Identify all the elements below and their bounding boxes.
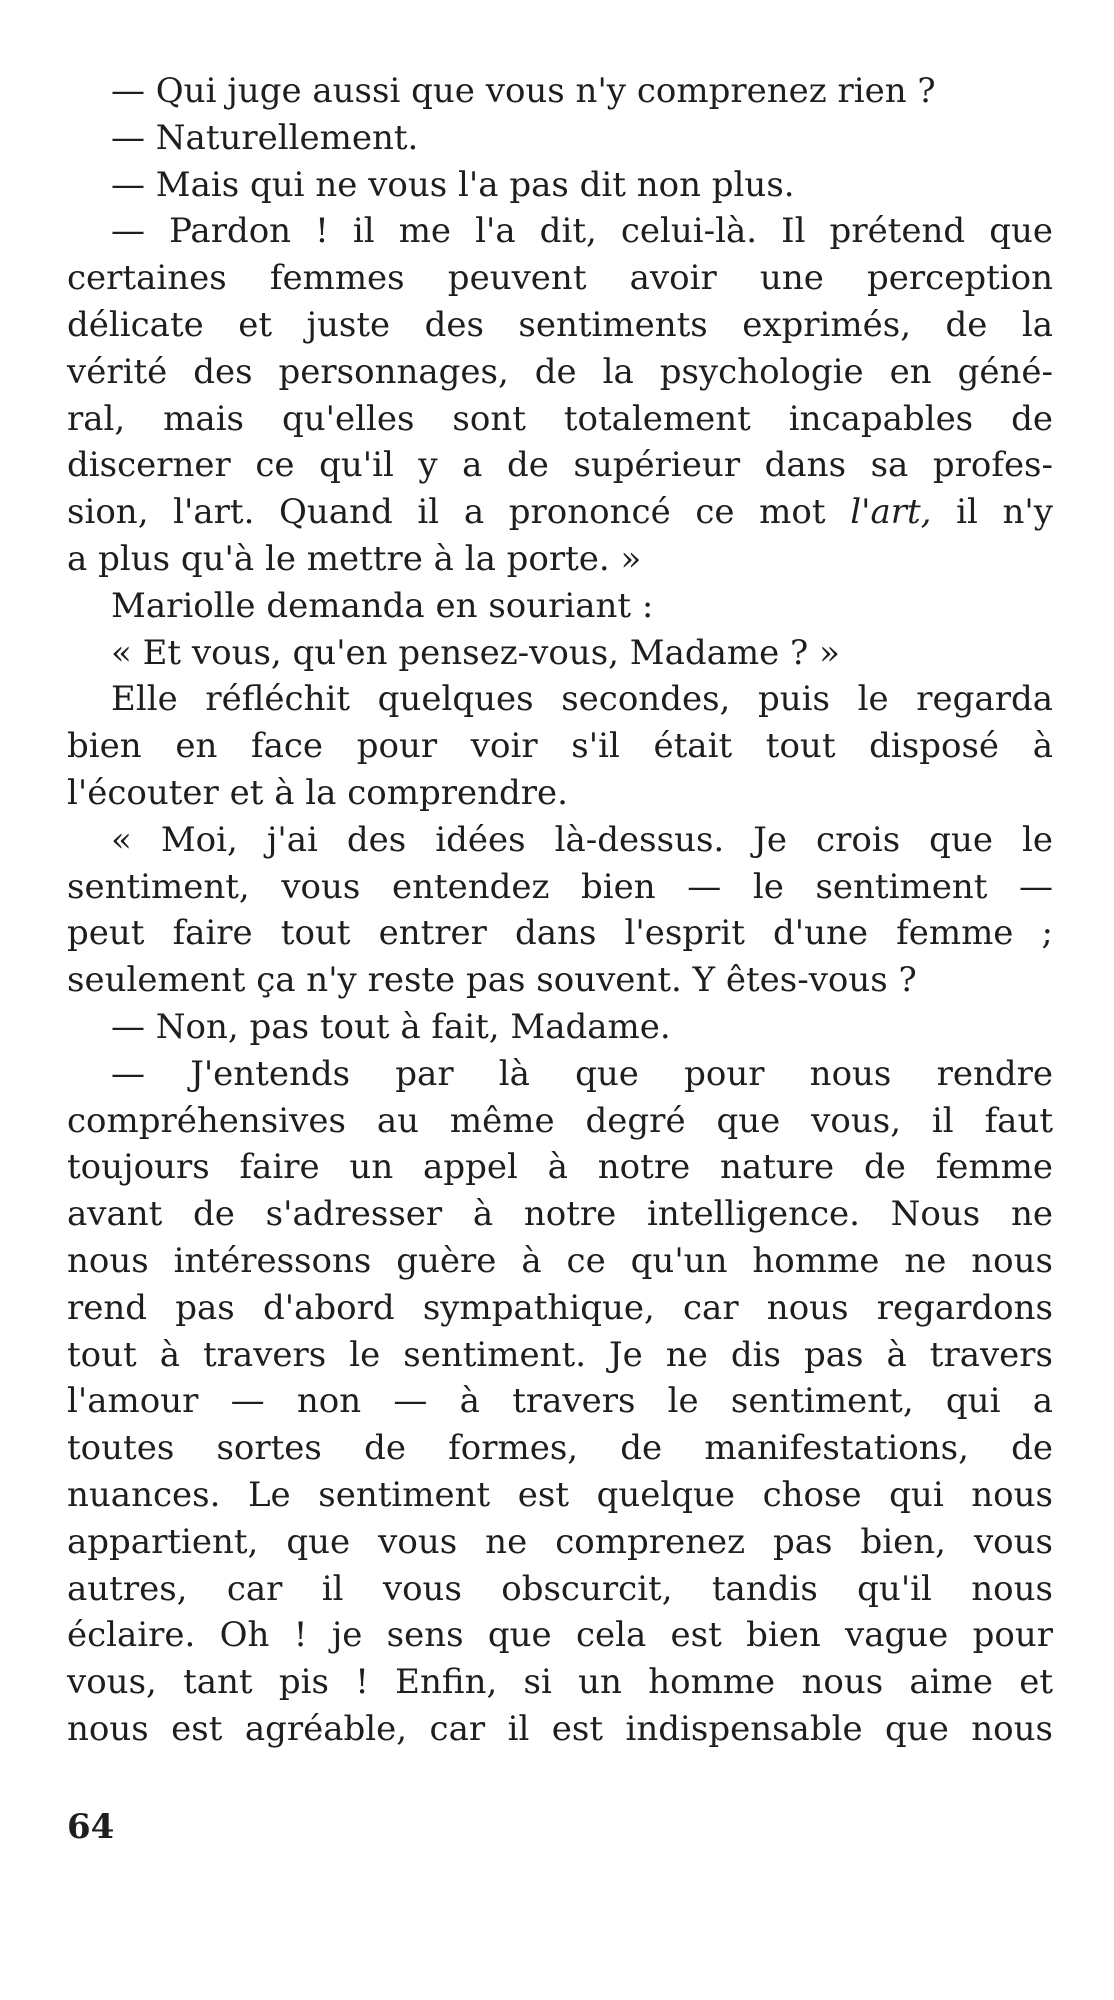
text-line: rend pas d'abord sympathique, car nous regardons	[67, 1287, 1053, 1328]
text-line-with-italic	[67, 489, 1053, 536]
text-line: — Non, pas tout à fait, Madame.	[111, 1006, 671, 1047]
text-segment: il n'y	[931, 492, 1053, 533]
text-segment: sion, l'art. Quand il a prononcé ce mot	[67, 492, 851, 533]
page-number: 64	[67, 1807, 115, 1847]
text-line: peut faire tout entrer dans l'esprit d'une femme ;	[67, 913, 1053, 954]
text-line: l'écouter et à la comprendre.	[67, 772, 568, 813]
text-line: — Pardon ! il me l'a dit, celui-là. Il prétend que	[111, 211, 1053, 252]
text-line: — Mais qui ne vous l'a pas dit non plus.	[111, 164, 795, 205]
body-text	[67, 68, 1053, 1753]
text-line: l'amour — non — à travers le sentiment, qui a	[67, 1381, 1053, 1422]
text-line: discerner ce qu'il y a de supérieur dans sa profes-	[67, 445, 1053, 486]
text-line: bien en face pour voir s'il était tout disposé à	[67, 726, 1053, 767]
text-line: seulement ça n'y reste pas souvent. Y êtes-vous ?	[67, 960, 917, 1001]
text-line: Elle réfléchit quelques secondes, puis le regarda	[111, 679, 1053, 720]
text-line: toutes sortes de formes, de manifestations, de	[67, 1428, 1053, 1469]
text-line: vous, tant pis ! Enfin, si un homme nous aime et	[67, 1662, 1053, 1703]
text-line: — J'entends par là que pour nous rendre	[111, 1053, 1053, 1094]
text-line: appartient, que vous ne comprenez pas bien, vous	[67, 1521, 1053, 1562]
text-line: autres, car il vous obscurcit, tandis qu'il nous	[67, 1568, 1053, 1609]
italic-word: l'art,	[850, 492, 932, 533]
text-line: — Qui juge aussi que vous n'y comprenez rien ?	[111, 71, 936, 111]
text-line: avant de s'adresser à notre intelligence. Nous ne	[67, 1194, 1053, 1235]
text-line: ral, mais qu'elles sont totalement incapables de	[67, 398, 1053, 439]
text-line: sentiment, vous entendez bien — le sentiment —	[67, 866, 1053, 907]
text-line: nuances. Le sentiment est quelque chose qui nous	[67, 1474, 1053, 1515]
text-line: « Moi, j'ai des idées là-dessus. Je crois que le	[111, 819, 1053, 860]
text-line: — Naturellement.	[111, 117, 419, 158]
text-line: éclaire. Oh ! je sens que cela est bien vague pour	[67, 1615, 1053, 1656]
text-line: compréhensives au même degré que vous, il faut	[67, 1100, 1053, 1141]
text-line: nous est agréable, car il est indispensable que nous	[67, 1708, 1053, 1749]
text-line: certaines femmes peuvent avoir une perception	[67, 258, 1053, 299]
text-line: Mariolle demanda en souriant :	[111, 585, 654, 626]
text-line: délicate et juste des sentiments exprimés, de la	[67, 304, 1053, 345]
text-line: tout à travers le sentiment. Je ne dis pas à travers	[67, 1334, 1053, 1375]
text-line: a plus qu'à le mettre à la porte. »	[67, 538, 642, 579]
text-line: vérité des personnages, de la psychologie en géné-	[67, 351, 1053, 392]
text-line: « Et vous, qu'en pensez-vous, Madame ? »	[111, 632, 840, 673]
text-line: nous intéressons guère à ce qu'un homme ne nous	[67, 1240, 1053, 1281]
text-line: toujours faire un appel à notre nature de femme	[67, 1147, 1053, 1188]
